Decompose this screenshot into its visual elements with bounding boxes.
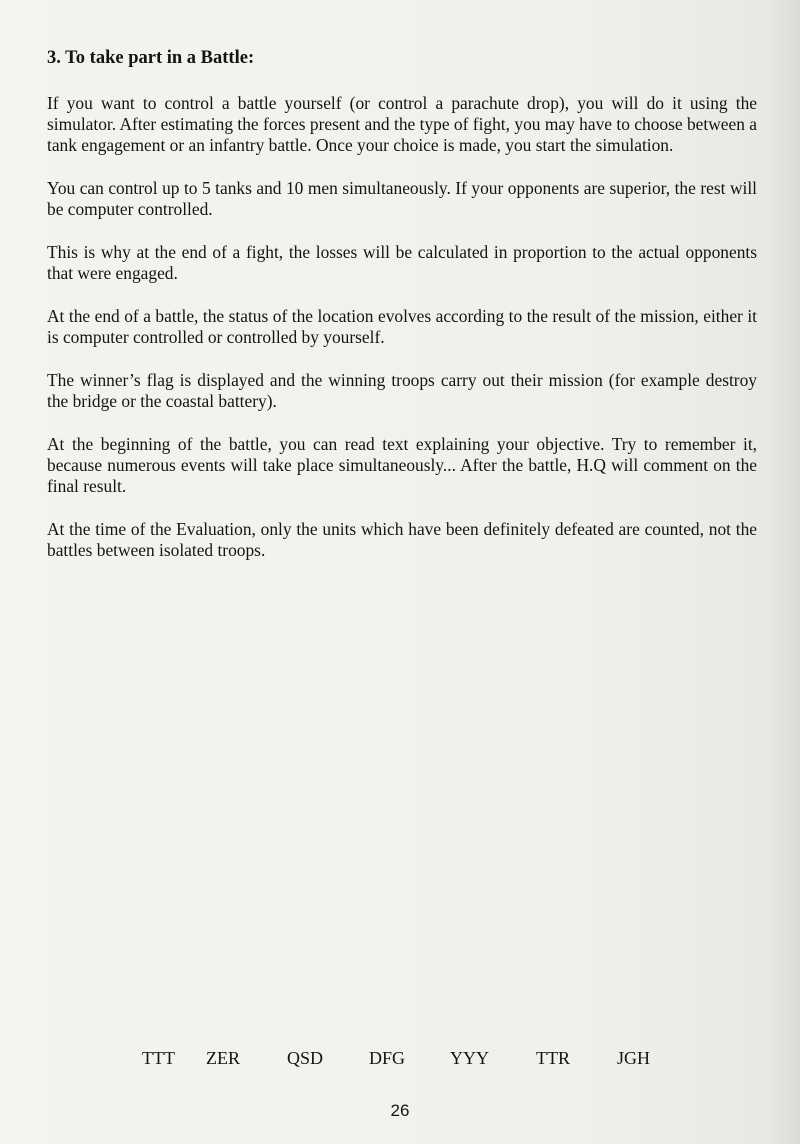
paragraph: The winner’s flag is displayed and the winning troops carry out their mission (for example destroy the bridge or the coastal battery).	[47, 370, 757, 411]
code-word: TTR	[536, 1048, 570, 1068]
code-word: ZER	[206, 1048, 240, 1068]
paragraph: At the beginning of the battle, you can read text explaining your objective. Try to remember it, because numerous events will take place simultaneously... After the battle, H.Q will comment on the final result.	[47, 434, 757, 496]
code-word: TTT	[142, 1048, 175, 1068]
code-word: JGH	[617, 1048, 651, 1068]
code-word: QSD	[287, 1048, 324, 1068]
paragraph: This is why at the end of a fight, the losses will be calculated in proportion to the actual opponents that were engaged.	[47, 242, 757, 283]
page-number: 26	[390, 1101, 410, 1120]
page-content	[47, 48, 757, 583]
section-title: 3. To take part in a Battle:	[47, 48, 255, 68]
paragraph: At the end of a battle, the status of the location evolves according to the result of the mission, either it is computer controlled or controlled by yourself.	[47, 306, 757, 347]
code-word: YYY	[450, 1048, 489, 1068]
code-word: DFG	[369, 1048, 406, 1068]
paragraph: If you want to control a battle yourself (or control a parachute drop), you will do it using the simulator. After estimating the forces present and the type of fight, you may have to choose between a tank engagement or an infantry battle. Once your choice is made, you start the simulation.	[47, 93, 757, 155]
paragraph: You can control up to 5 tanks and 10 men simultaneously. If your opponents are superior, the rest will be computer controlled.	[47, 178, 757, 219]
paragraph: At the time of the Evaluation, only the units which have been definitely defeated are counted, not the battles between isolated troops.	[47, 519, 757, 560]
